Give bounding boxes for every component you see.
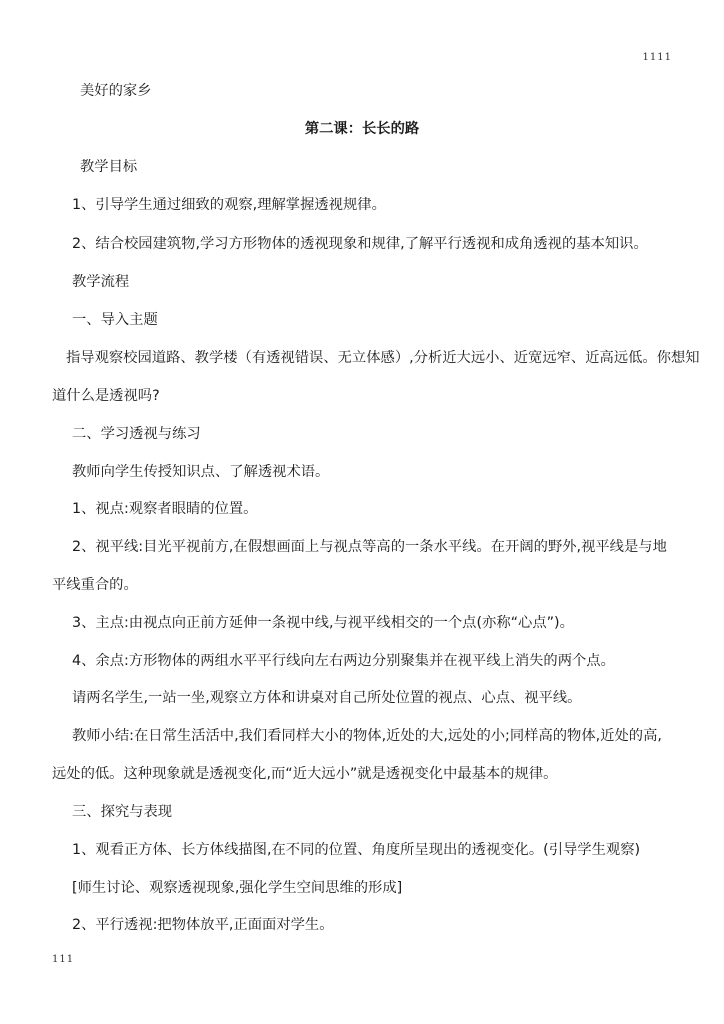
term-1: 1、视点:观察者眼睛的位置。 (72, 501, 258, 517)
intro-line-1: 指导观察校园道路、教学楼（有透视错误、无立体感）,分析近大远小、近宽远窄、近高远低。你想知 (66, 350, 700, 366)
process-heading: 教学流程 (72, 274, 130, 290)
term-4: 4、余点:方形物体的两组水平平行线向左右两边分别聚集并在视平线上消失的两个点。 (72, 653, 615, 669)
section-1-heading: 一、导入主题 (72, 312, 158, 328)
objective-1: 1、引导学生通过细致的观察,理解掌握透视规律。 (72, 197, 386, 213)
explore-2: 2、平行透视:把物体放平,正面面对学生。 (72, 917, 334, 933)
explore-1: 1、观看正方体、长方体线描图,在不同的位置、角度所呈现出的透视变化。(引导学生观察) (72, 842, 641, 858)
teacher-intro: 教师向学生传授知识点、了解透视术语。 (72, 464, 330, 480)
discussion: [师生讨论、观察透视现象,强化学生空间思维的形成] (72, 880, 403, 896)
page-number-bottom: 111 (52, 954, 75, 965)
summary-line-1: 教师小结:在日常生活活中,我们看同样大小的物体,近处的大,远处的小;同样高的物体,近处的高, (72, 728, 662, 744)
term-2-line-1: 2、视平线:目光平视前方,在假想画面上与视点等高的一条水平线。在开阔的野外,视平线是与地 (72, 539, 667, 555)
activity: 请两名学生,一站一坐,观察立方体和讲桌对自己所处位置的视点、心点、视平线。 (72, 690, 582, 706)
section-3-heading: 三、探究与表现 (72, 804, 173, 820)
page-title: 第二课：长长的路 (304, 121, 420, 137)
heading: 美好的家乡 (80, 83, 152, 99)
objective-2: 2、结合校园建筑物,学习方形物体的透视现象和规律,了解平行透视和成角透视的基本知识。 (72, 236, 648, 252)
intro-line-2: 道什么是透视吗? (52, 388, 160, 404)
objectives-heading: 教学目标 (80, 159, 138, 175)
term-2-line-2: 平线重合的。 (52, 577, 138, 593)
page-number-top: 1111 (642, 52, 672, 63)
section-2-heading: 二、学习透视与练习 (72, 426, 201, 442)
term-3: 3、主点:由视点向正前方延伸一条视中线,与视平线相交的一个点(亦称“心点”)。 (72, 615, 574, 631)
summary-line-2: 远处的低。这种现象就是透视变化,而“近大远小”就是透视变化中最基本的规律。 (52, 766, 558, 782)
